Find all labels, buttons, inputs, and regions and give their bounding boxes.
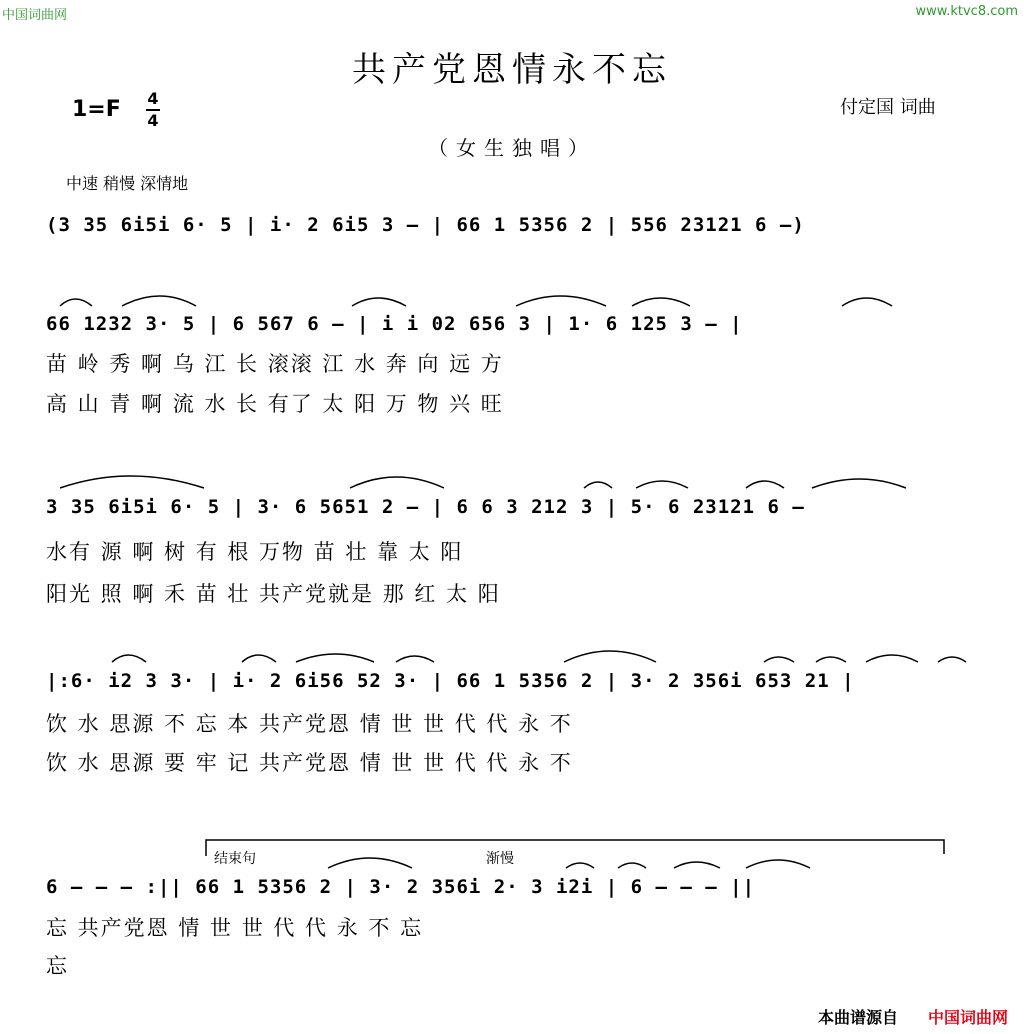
slur-mark xyxy=(564,651,656,662)
ending-label: 结束句 xyxy=(214,851,256,867)
site-url-right[interactable]: www.ktvc8.com xyxy=(915,4,1018,19)
slur-mark xyxy=(350,477,444,488)
notation-line-4: |:6· i2 3 3· | i· 2 6i56 52 3· | 66 1 5356 2 | 3· 2 356i 653 21 | xyxy=(46,670,855,692)
lyric-line-5a: 忘 共产党恩 情 世 世 代 代 永 不 忘 xyxy=(46,916,424,940)
slur-mark xyxy=(296,654,374,662)
notation-line-2: 66 1232 3· 5 | 6 567 6 – | i i 02 656 3 | 1· 6 125 3 – | xyxy=(46,313,743,335)
lyric-line-3a: 水有 源 啊 树 有 根 万物 苗 壮 靠 太 阳 xyxy=(46,540,464,564)
site-logo-left[interactable]: 中国词曲网 xyxy=(2,8,68,23)
tempo-marking: 中速 稍慢 深情地 xyxy=(66,174,189,193)
slur-mark xyxy=(584,482,612,488)
author-credit: 付定国 词曲 xyxy=(840,97,936,118)
ending-bracket xyxy=(206,840,944,856)
meter-top: 4 xyxy=(147,89,159,108)
slur-mark xyxy=(60,476,204,488)
lyric-line-4a: 饮 水 思源 不 忘 本 共产党恩 情 世 世 代 代 永 不 xyxy=(46,712,573,736)
key-signature: 1=F xyxy=(72,97,121,122)
slur-mark xyxy=(764,657,794,662)
footer-source-text: 本曲谱源自 xyxy=(818,1008,899,1027)
song-title: 共产党恩情永不忘 xyxy=(352,50,672,90)
notation-line-5: 6 – – – :|| 66 1 5356 2 | 3· 2 356i 2· 3 i2i | 6 – – – || xyxy=(46,876,756,898)
slur-mark xyxy=(352,298,406,306)
slur-mark xyxy=(618,863,646,868)
slur-mark xyxy=(746,481,784,488)
slur-mark xyxy=(812,479,906,488)
lyric-line-2b: 高 山 青 啊 流 水 长 有了 太 阳 万 物 兴 旺 xyxy=(46,392,504,416)
slur-mark xyxy=(516,296,606,306)
ritardando-label: 渐慢 xyxy=(486,851,514,867)
slur-mark xyxy=(112,655,146,662)
slur-mark xyxy=(842,298,892,306)
slur-mark xyxy=(816,657,846,662)
notation-line-3: 3 35 6i5i 6· 5 | 3· 6 5651 2 – | 6 6 3 212 3 | 5· 6 23121 6 – xyxy=(46,496,805,518)
slur-mark xyxy=(938,657,966,662)
lyric-line-3b: 阳光 照 啊 禾 苗 壮 共产党就是 那 红 太 阳 xyxy=(46,582,501,606)
footer-site-link[interactable]: 中国词曲网 xyxy=(928,1008,1009,1027)
notation-line-1: (3 35 6i5i 6· 5 | i· 2 6i5 3 – | 66 1 5356 2 | 556 23121 6 –) xyxy=(46,214,805,236)
slur-mark xyxy=(242,655,276,662)
slur-mark xyxy=(122,296,196,306)
lyric-line-4b: 饮 水 思源 要 牢 记 共产党恩 情 世 世 代 代 永 不 xyxy=(46,751,573,775)
slur-mark xyxy=(328,858,412,868)
slur-mark xyxy=(746,860,810,868)
lyric-line-2a: 苗 岭 秀 啊 乌 江 长 滚滚 江 水 奔 向 远 方 xyxy=(46,352,504,376)
meter-bottom: 4 xyxy=(147,111,159,130)
slur-mark xyxy=(396,656,434,662)
slur-mark xyxy=(60,299,92,306)
slur-mark xyxy=(674,862,720,868)
slur-mark xyxy=(632,298,690,306)
lyric-line-5b: 忘 xyxy=(46,954,69,978)
slur-mark xyxy=(866,655,918,662)
slur-mark xyxy=(636,481,688,488)
performance-subtitle: （女生独唱） xyxy=(428,136,596,160)
slur-mark xyxy=(566,863,594,868)
